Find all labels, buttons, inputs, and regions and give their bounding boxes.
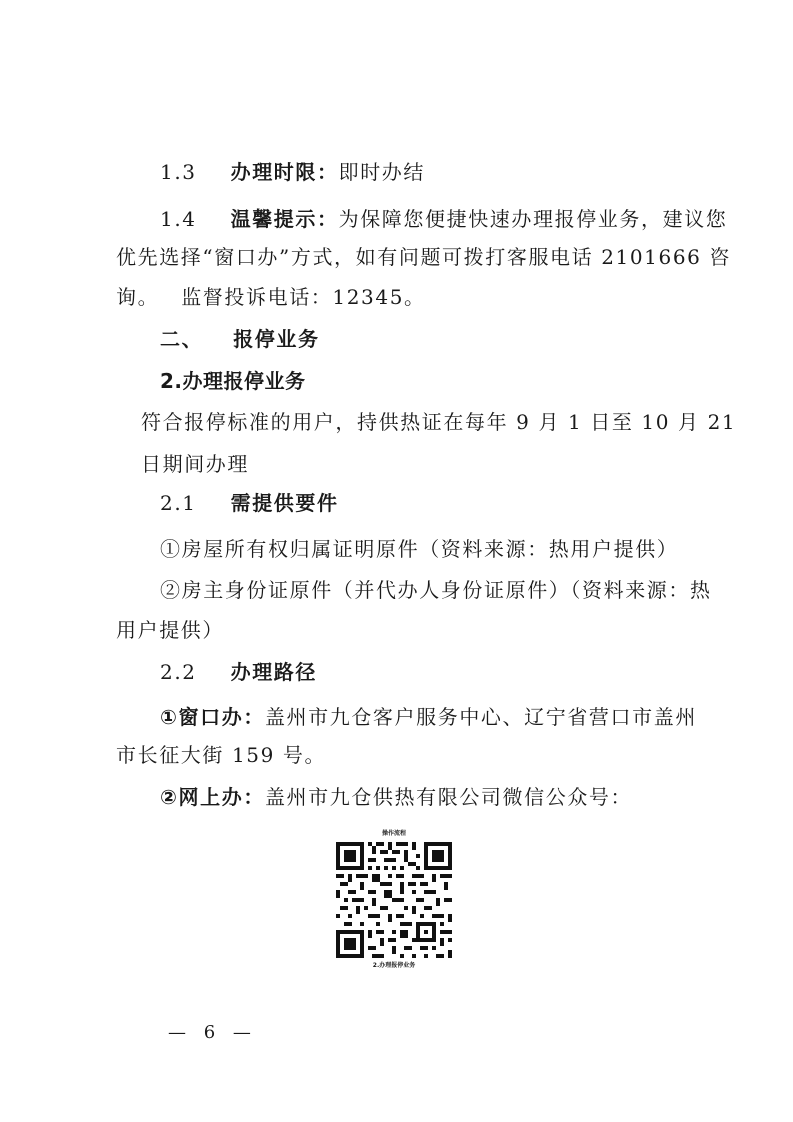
- section-label: 温馨提示：: [230, 207, 339, 231]
- subsection-2-line2: [141, 452, 701, 476]
- section-1-4-line1: [116, 207, 728, 231]
- subsection-2-line1: [141, 410, 737, 434]
- list-item: 盖州市九仓供热有限公司微信公众号：: [264, 785, 633, 809]
- list-item-label: ①窗口办：: [160, 705, 265, 729]
- qr-bottom-caption: 2.办理报停业务: [372, 962, 416, 969]
- section-text: 即时办结: [338, 160, 426, 184]
- list-item: 盖州市九仓客户服务中心、辽宁省营口市盖州: [264, 705, 697, 729]
- section-2-1-item1: [116, 537, 720, 561]
- list-item: ①房屋所有权归属证明原件（资料来源：热用户提供）: [160, 537, 679, 561]
- subsection-2-title: [116, 369, 720, 393]
- paragraph-text: 优先选择“窗口办”方式，如有问题可拨打客服电话 2101666 咨: [116, 245, 732, 269]
- section-2-1: [116, 491, 676, 515]
- section-2-2-item1-line1: [116, 705, 720, 729]
- qr-top-caption: 操作流程: [381, 830, 406, 837]
- section-1-3: [116, 160, 676, 184]
- heading-number: 二、: [160, 327, 204, 351]
- section-number: 2.2: [160, 660, 197, 684]
- section-2-1-item2-line1: [160, 578, 712, 602]
- section-title: 需提供要件: [230, 491, 339, 515]
- heading-title: 报停业务: [233, 327, 320, 351]
- paragraph-text: 监督投诉电话：12345。: [181, 285, 426, 309]
- section-title: 办理路径: [230, 660, 318, 684]
- section-number: 1.3: [160, 160, 197, 184]
- page-number: — 6 —: [168, 1022, 257, 1043]
- section-number: 1.4: [160, 207, 197, 231]
- section-1-4-line3: [116, 285, 676, 309]
- section-2-2-item2: [116, 785, 720, 809]
- list-item: ②房主身份证原件（并代办人身份证原件）（资料来源：热: [160, 578, 712, 602]
- list-item: 用户提供）: [116, 618, 224, 642]
- section-number: 2.1: [160, 491, 197, 515]
- section-2-2: [116, 660, 676, 684]
- paragraph-text: 为保障您便捷快速办理报停业务，建议您: [338, 207, 728, 231]
- section-label: 办理时限：: [230, 160, 339, 184]
- list-item: 市长征大街 159 号。: [116, 743, 327, 767]
- section-2-heading: [116, 327, 720, 351]
- list-item-label: ②网上办：: [160, 785, 265, 809]
- paragraph-text: 符合报停标准的用户，持供热证在每年 9 月 1 日至 10 月 21: [141, 410, 737, 434]
- qr-code-image[interactable]: [336, 842, 452, 958]
- paragraph-text: 询。: [116, 285, 160, 309]
- section-1-4-line2: [116, 245, 732, 269]
- paragraph-text: 日期间办理: [141, 452, 249, 476]
- qr-code-panel: [326, 830, 462, 970]
- subsection-title: 2.办理报停业务: [160, 369, 306, 393]
- section-2-1-item2-line2: [116, 618, 676, 642]
- section-2-2-item1-line2: [116, 743, 676, 767]
